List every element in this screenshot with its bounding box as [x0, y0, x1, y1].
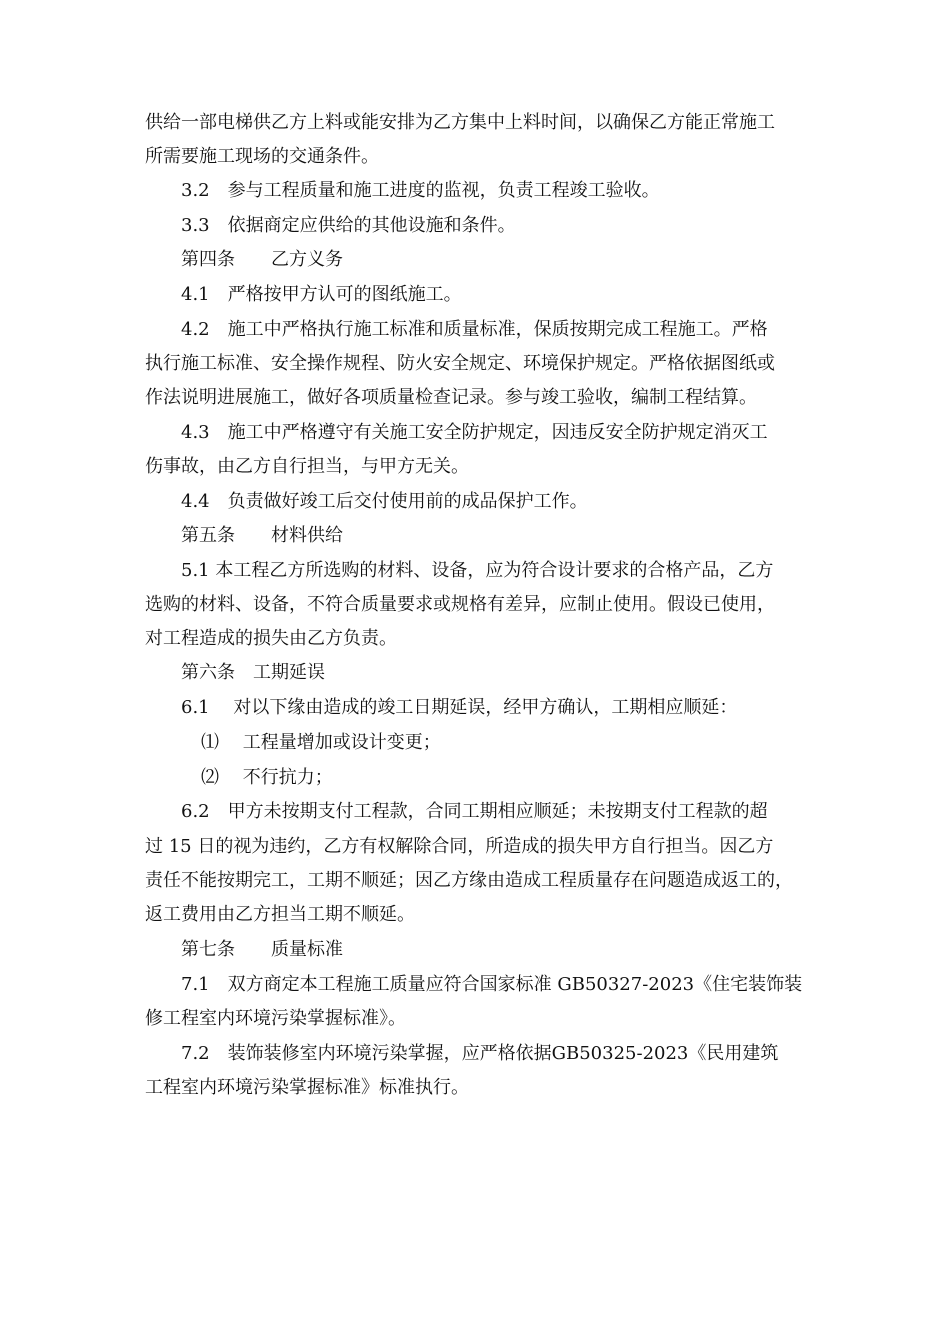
- text-line: 工程室内环境污染掌握标准》标准执行。: [145, 1077, 469, 1098]
- article-7-heading: 第七条 质量标准: [181, 939, 343, 960]
- clause-4-1: 4.1 严格按甲方认可的图纸施工。: [181, 284, 462, 305]
- text-line: 伤事故，由乙方自行担当，与甲方无关。: [145, 456, 469, 477]
- clause-5-1: 5.1 本工程乙方所选购的材料、设备，应为符合设计要求的合格产品，乙方: [181, 560, 774, 581]
- clause-4-3: 4.3 施工中严格遵守有关施工安全防护规定，因违反安全防护规定消灭工: [181, 422, 768, 443]
- text-line: 返工费用由乙方担当工期不顺延。: [145, 904, 415, 925]
- clause-6-2: 6.2 甲方未按期支付工程款，合同工期相应顺延；未按期支付工程款的超: [181, 801, 768, 822]
- text-line: 作法说明进展施工，做好各项质量检查记录。参与竣工验收，编制工程结算。: [145, 387, 757, 408]
- clause-3-2: 3.2 参与工程质量和施工进度的监视，负责工程竣工验收。: [181, 180, 660, 201]
- text-line: 执行施工标准、安全操作规程、防火安全规定、环境保护规定。严格依据图纸或: [145, 353, 775, 374]
- article-4-heading: 第四条 乙方义务: [181, 249, 343, 270]
- text-line: 修工程室内环境污染掌握标准》。: [145, 1008, 406, 1029]
- text-line: 责任不能按期完工，工期不顺延；因乙方缘由造成工程质量存在问题造成返工的，: [145, 870, 793, 891]
- clause-6-1: 6.1 对以下缘由造成的竣工日期延误，经甲方确认，工期相应顺延：: [181, 697, 738, 718]
- text-line: 选购的材料、设备，不符合质量要求或规格有差异，应制止使用。假设已使用，: [145, 594, 775, 615]
- text-line: 供给一部电梯供乙方上料或能安排为乙方集中上料时间，以确保乙方能正常施工: [145, 112, 775, 133]
- article-5-heading: 第五条 材料供给: [181, 525, 343, 546]
- text-line: 所需要施工现场的交通条件。: [145, 146, 379, 167]
- list-item-1: ⑴ 工程量增加或设计变更；: [201, 732, 441, 753]
- text-line: 对工程造成的损失由乙方负责。: [145, 628, 397, 649]
- clause-7-1: 7.1 双方商定本工程施工质量应符合国家标准 GB50327-2023《住宅装饰装: [181, 974, 803, 995]
- clause-4-2: 4.2 施工中严格执行施工标准和质量标准，保质按期完成工程施工。严格: [181, 319, 768, 340]
- article-6-heading: 第六条 工期延误: [181, 662, 325, 683]
- clause-4-4: 4.4 负责做好竣工后交付使用前的成品保护工作。: [181, 491, 588, 512]
- clause-7-2: 7.2 装饰装修室内环境污染掌握，应严格依据GB50325-2023《民用建筑: [181, 1043, 779, 1064]
- clause-3-3: 3.3 依据商定应供给的其他设施和条件。: [181, 215, 516, 236]
- list-item-2: ⑵ 不行抗力；: [201, 767, 333, 788]
- text-line: 过 15 日的视为违约，乙方有权解除合同，所造成的损失甲方自行担当。因乙方: [145, 836, 774, 857]
